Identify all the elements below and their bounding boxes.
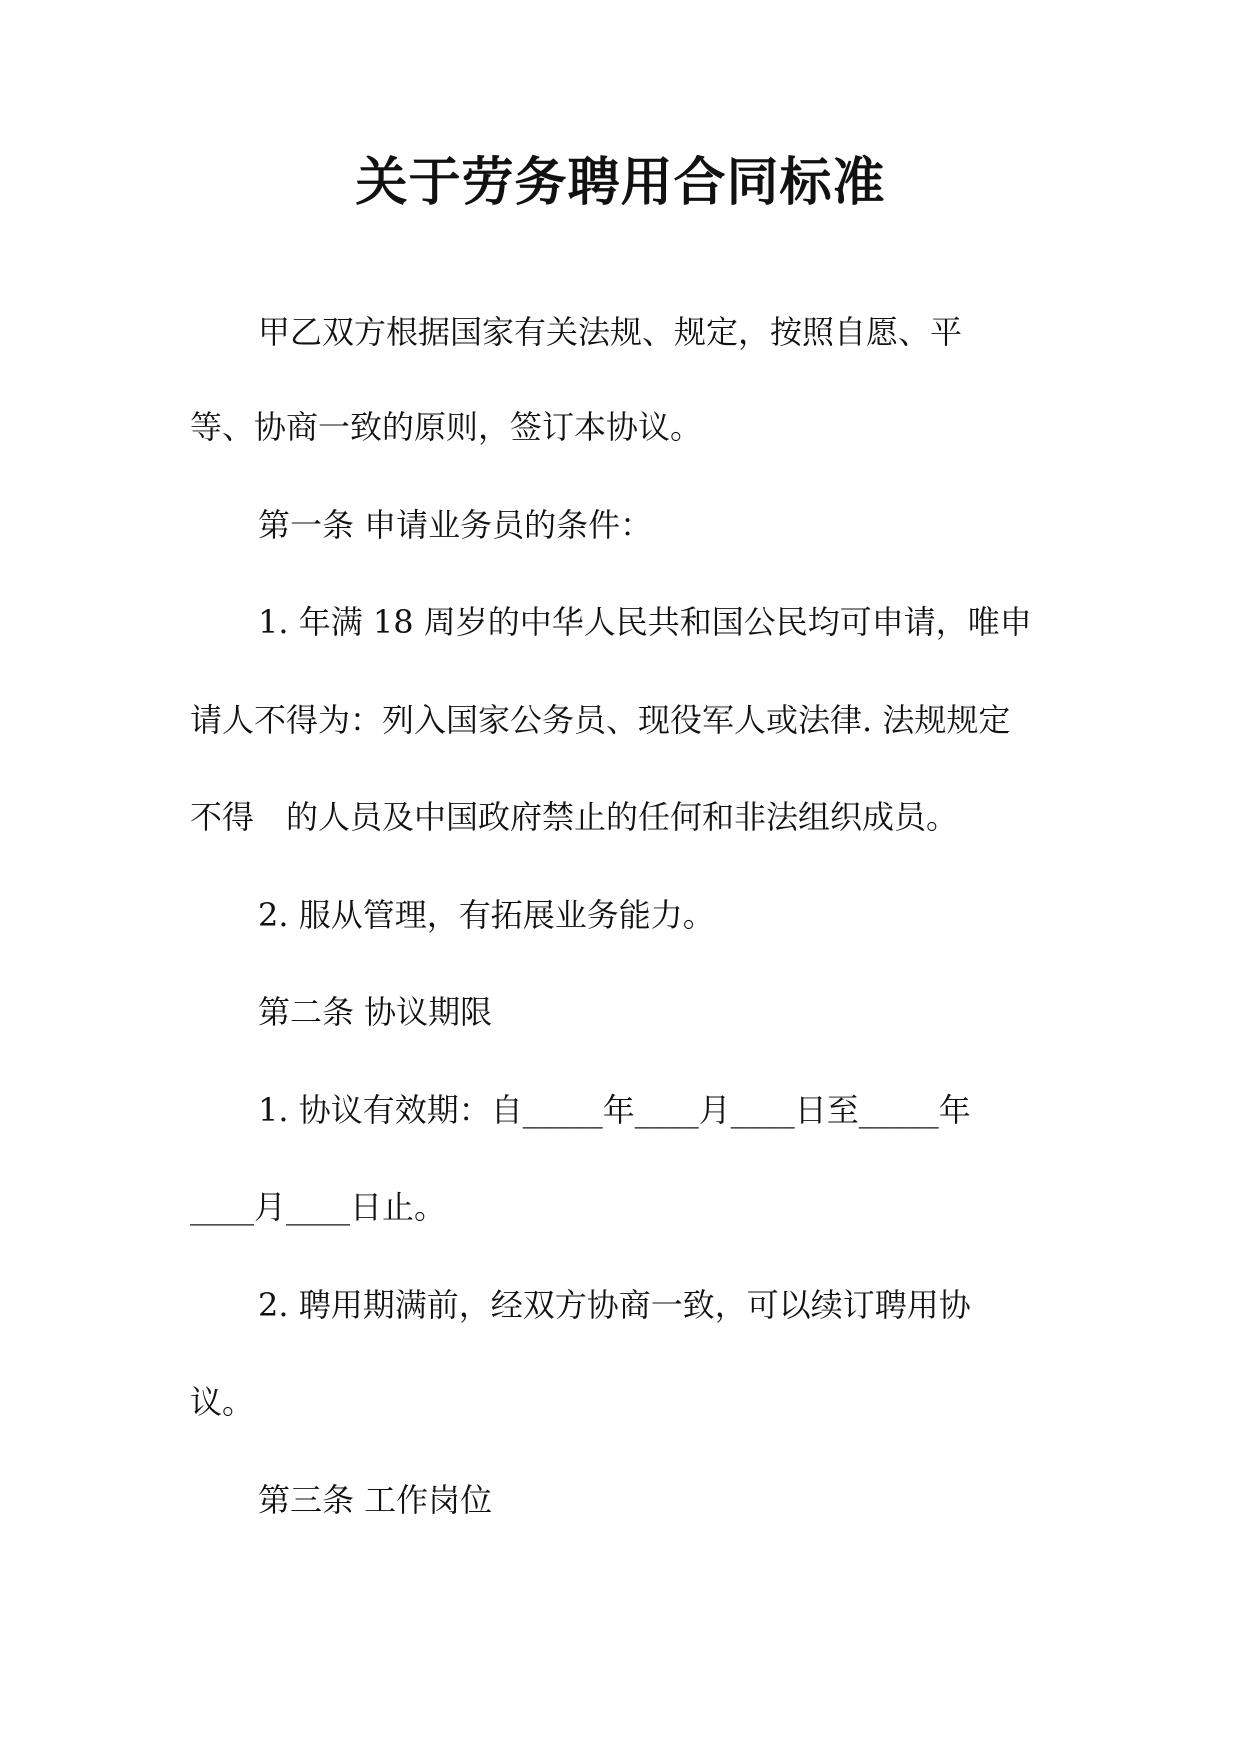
article-heading: 第二条 协议期限 (258, 993, 493, 1031)
article-heading: 第三条 工作岗位 (258, 1481, 493, 1519)
document-title: 关于劳务聘用合同标准 (355, 152, 886, 213)
article-heading: 第一条 申请业务员的条件： (258, 506, 653, 544)
paragraph-line: 1. 年满 18 周岁的中华人民共和国公民均可申请，唯申 (258, 603, 1032, 641)
paragraph-line: 甲乙双方根据国家有关法规、规定，按照自愿、平 (258, 313, 963, 351)
paragraph-line: 议。 (190, 1383, 255, 1421)
paragraph-line: ____月____日止。 (190, 1188, 447, 1226)
paragraph-line: 1. 协议有效期：自_____年____月____日至_____年 (258, 1091, 971, 1129)
paragraph-line: 2. 聘用期满前，经双方协商一致，可以续订聘用协 (258, 1286, 971, 1324)
paragraph-line: 等、协商一致的原则，签订本协议。 (190, 408, 703, 446)
paragraph-line: 不得 的人员及中国政府禁止的任何和非法组织成员。 (190, 798, 959, 836)
paragraph-line: 请人不得为：列入国家公务员、现役军人或法律. 法规规定 (190, 701, 1011, 739)
paragraph-line: 2. 服从管理，有拓展业务能力。 (258, 896, 715, 934)
